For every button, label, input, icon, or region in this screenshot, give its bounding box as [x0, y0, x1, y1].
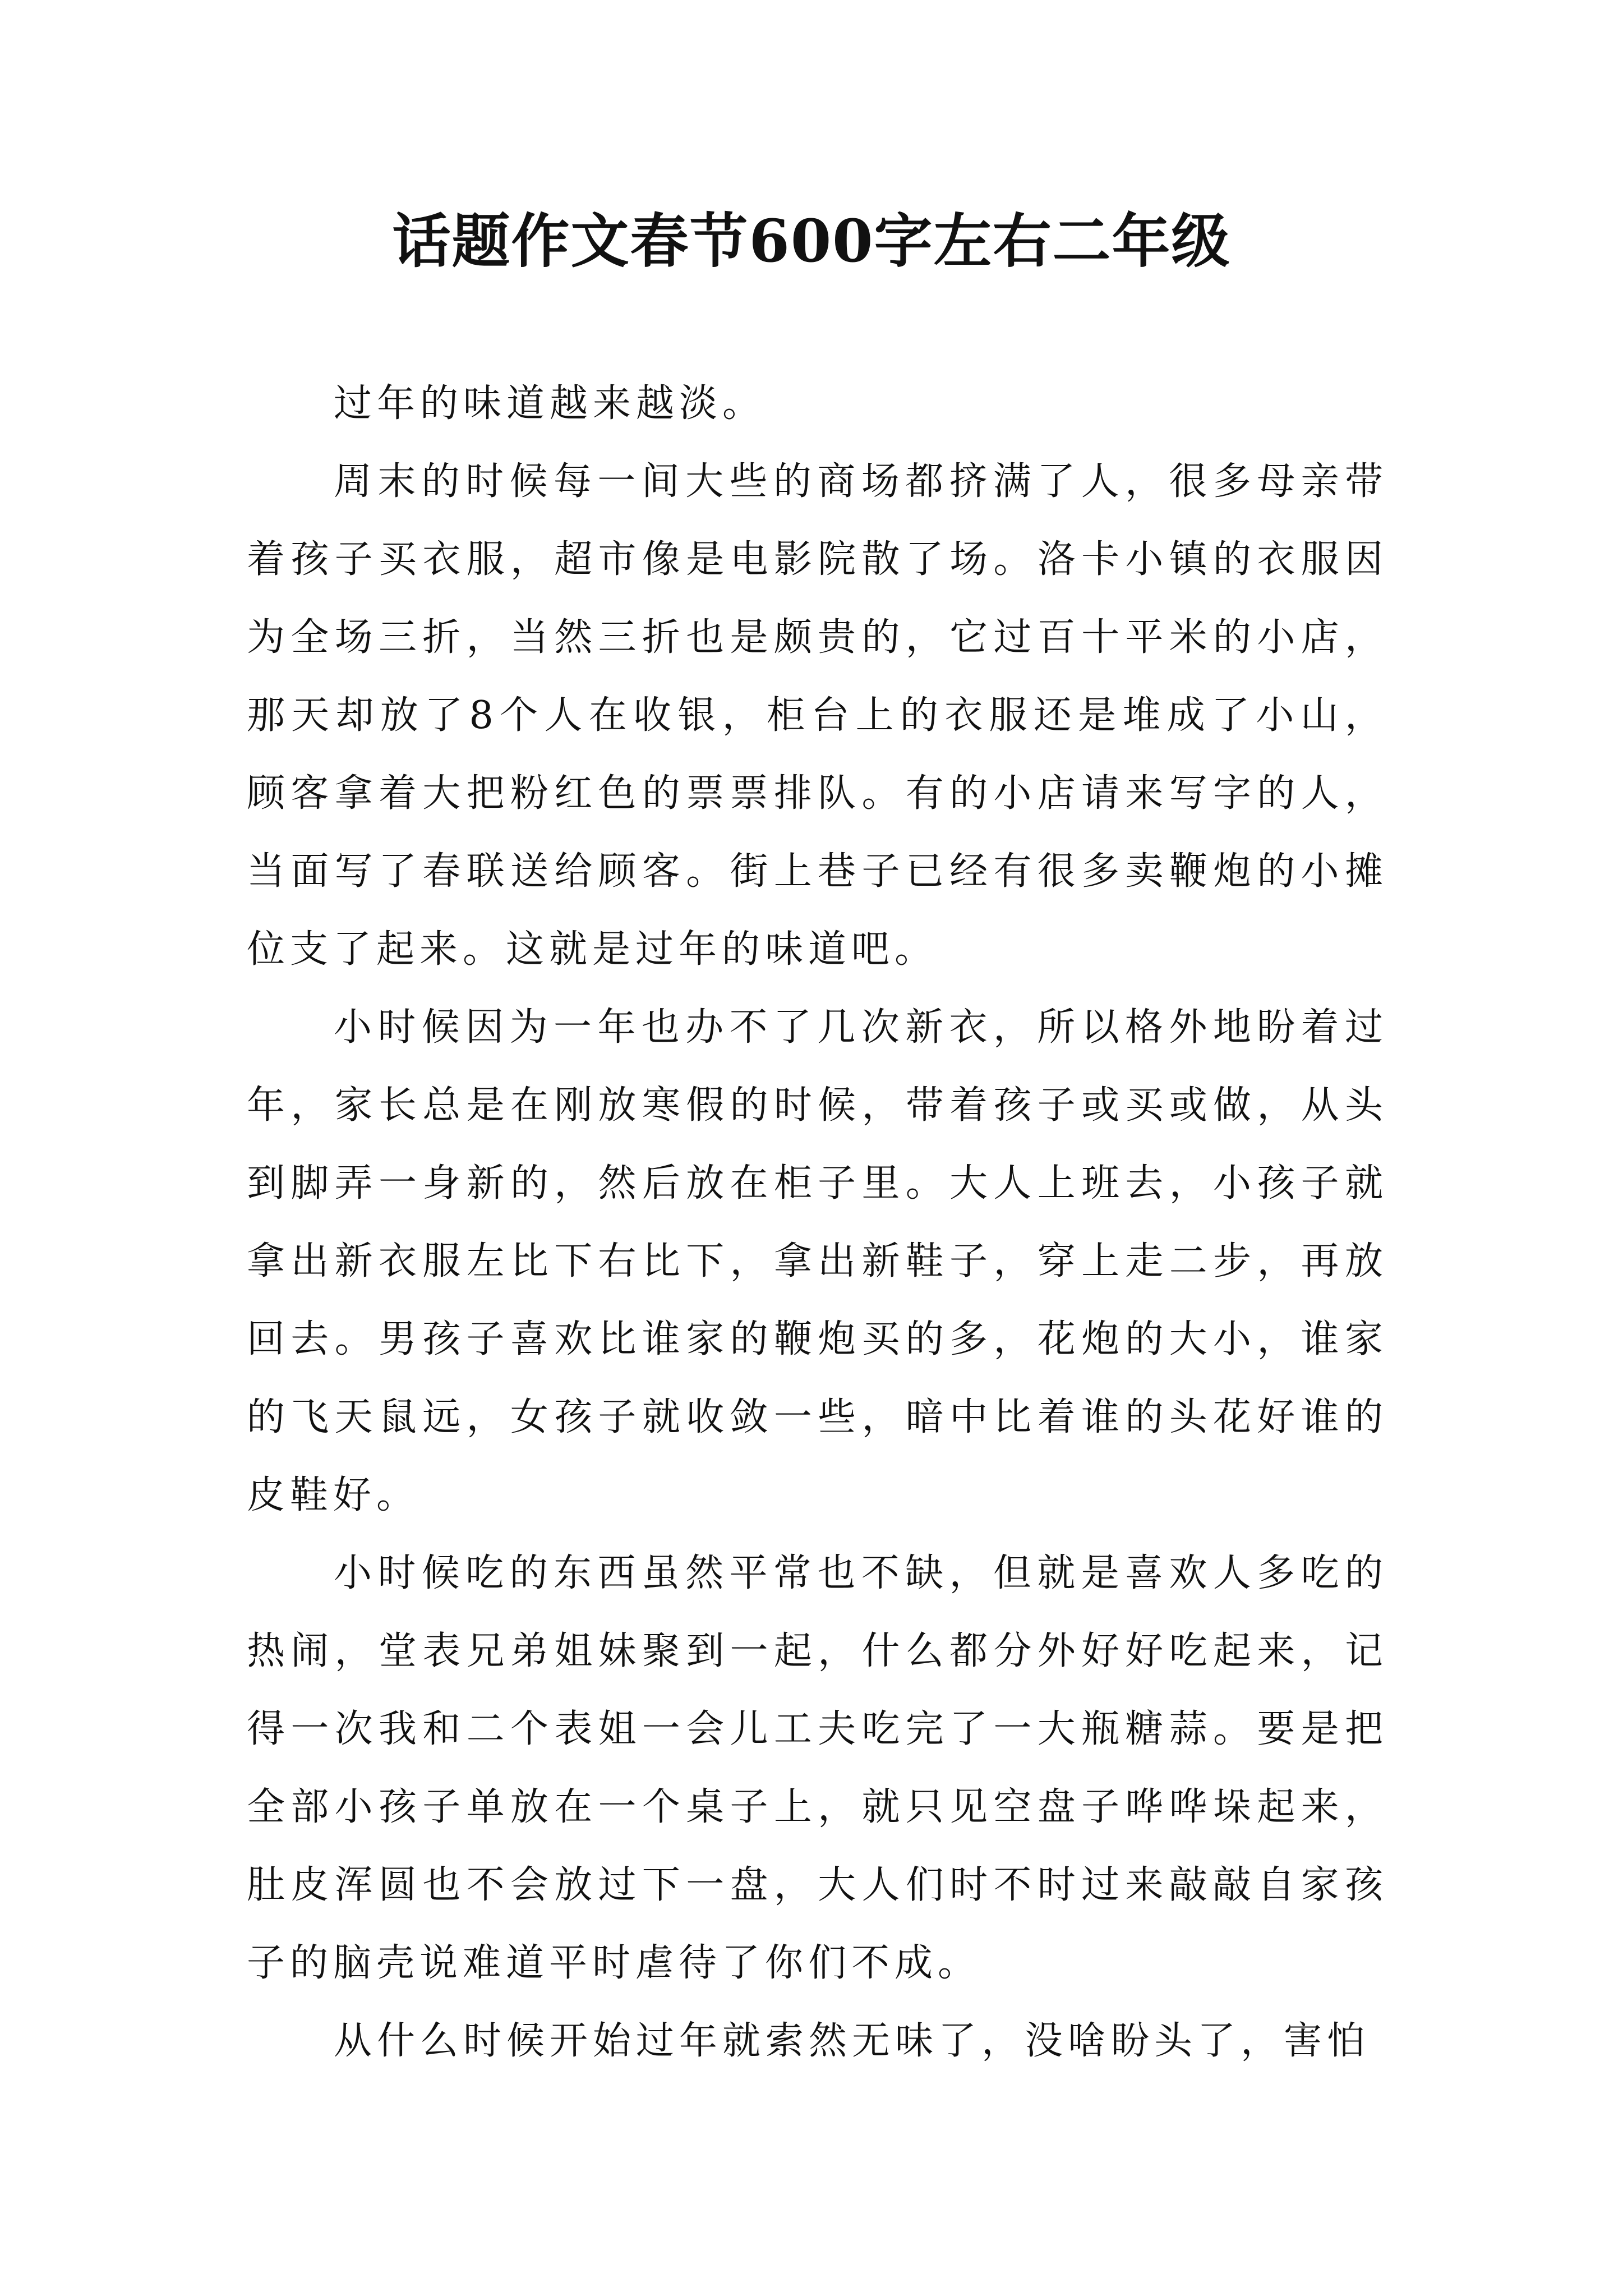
paragraph: 小时候因为一年也办不了几次新衣，所以格外地盼着过年，家长总是在刚放寒假的时候，带着孩子或买或做，从头到脚弄一身新的，然后放在柜子里。大人上班去，小孩子就拿出新衣服左比下右比下，拿出新鞋子，穿上走二步，再放回去。男孩子喜欢比谁家的鞭炮买的多，花炮的大小，谁家的飞天鼠远，女孩子就收敛一些，暗中比着谁的头花好谁的皮鞋好。: [247, 1005, 1388, 1517]
paragraph: 从什么时候开始过年就索然无味了，没啥盼头了，害怕: [334, 2019, 1371, 2063]
document-title: 话题作文春节600字左右二年级: [392, 206, 1231, 275]
paragraph: 周末的时候每一间大些的商场都挤满了人，很多母亲带着孩子买衣服，超市像是电影院散了场。洛卡小镇的衣服因为全场三折，当然三折也是颇贵的，它过百十平米的小店，那天却放了8个人在收银，柜台上的衣服还是堆成了小山，顾客拿着大把粉红色的票票排队。有的小店请来写字的人，当面写了春联送给顾客。街上巷子已经有很多卖鞭炮的小摊位支了起来。这就是过年的味道吧。: [247, 459, 1388, 972]
document-body: [247, 365, 1388, 2080]
paragraph: 过年的味道越来越淡。: [334, 381, 766, 426]
paragraph: 小时候吃的东西虽然平常也不缺，但就是喜欢人多吃的热闹，堂表兄弟姐妹聚到一起，什么都分外好好吃起来，记得一次我和二个表姐一会儿工夫吃完了一大瓶糖蒜。要是把全部小孩子单放在一个桌子上，就只见空盘子哗哗垛起来，肚皮浑圆也不会放过下一盘，大人们时不时过来敲敲自家孩子的脑壳说难道平时虐待了你们不成。: [247, 1551, 1388, 1985]
